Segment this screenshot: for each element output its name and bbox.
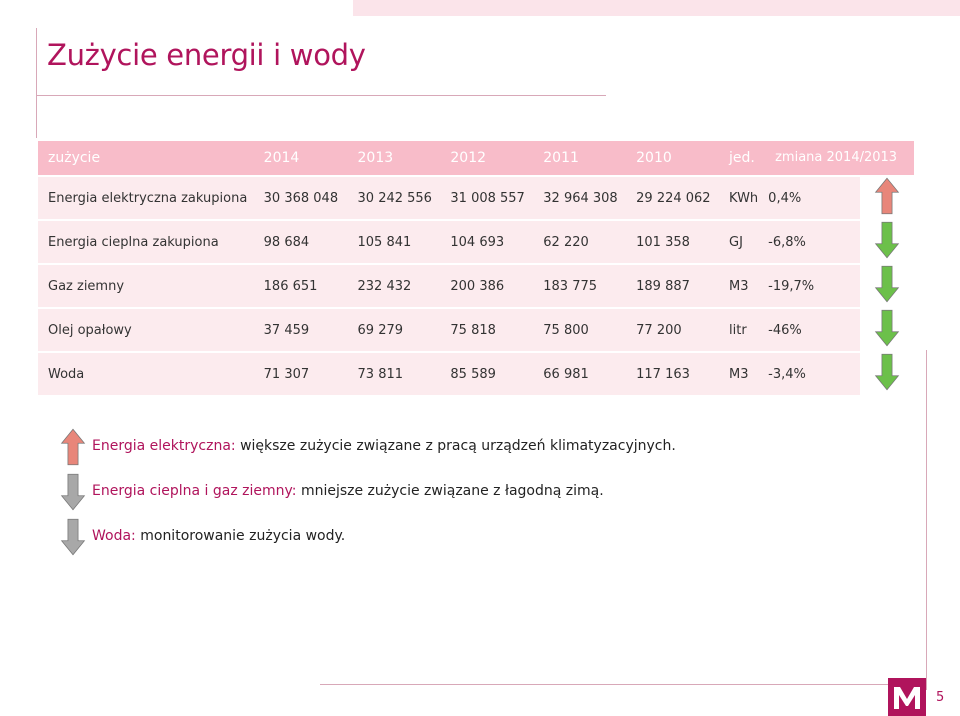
header-cell: jed.	[719, 141, 758, 175]
down-arrow-icon	[874, 309, 900, 347]
up-arrow-icon	[874, 177, 900, 215]
legend-text	[92, 528, 345, 544]
value-cell: 200 386	[440, 265, 533, 307]
table-body	[38, 177, 914, 395]
legend-key: Energia cieplna i gaz ziemny:	[92, 483, 297, 499]
header-cell: 2013	[348, 141, 441, 175]
trend-cell	[860, 177, 914, 219]
value-cell: 85 589	[440, 353, 533, 395]
value-cell: 29 224 062	[626, 177, 719, 219]
header-cell: 2011	[533, 141, 626, 175]
trend-cell	[860, 265, 914, 307]
value-cell: 66 981	[533, 353, 626, 395]
change-cell: -3,4%	[758, 353, 860, 395]
header-cell: 2014	[254, 141, 348, 175]
right-decor-line	[926, 350, 927, 690]
down-arrow-icon	[60, 473, 86, 511]
row-label: Olej opałowy	[38, 309, 254, 351]
trend-cell	[860, 309, 914, 351]
legend-description: monitorowanie zużycia wody.	[140, 528, 346, 544]
down-arrow-icon	[874, 265, 900, 303]
value-cell: 30 368 048	[254, 177, 348, 219]
trend-cell	[860, 353, 914, 395]
header-cell: zmiana 2014/2013	[758, 141, 914, 175]
value-cell: 101 358	[626, 221, 719, 263]
unit-cell: litr	[719, 309, 758, 351]
row-label: Gaz ziemny	[38, 265, 254, 307]
legend-text	[92, 483, 604, 499]
unit-cell: M3	[719, 265, 758, 307]
table-header-row	[38, 141, 914, 175]
bottom-decor-line	[320, 684, 888, 685]
title-underline	[36, 95, 606, 96]
value-cell: 62 220	[533, 221, 626, 263]
change-cell: 0,4%	[758, 177, 860, 219]
legend-description: większe zużycie związane z pracą urządzeń klimatyzacyjnych.	[240, 438, 676, 454]
trend-cell	[860, 221, 914, 263]
row-label: Woda	[38, 353, 254, 395]
down-arrow-icon	[874, 221, 900, 259]
row-label: Energia cieplna zakupiona	[38, 221, 254, 263]
down-arrow-icon	[60, 518, 86, 556]
legend-key: Woda:	[92, 528, 136, 544]
unit-cell: KWh	[719, 177, 758, 219]
table-row	[38, 309, 914, 351]
value-cell: 69 279	[348, 309, 441, 351]
value-cell: 30 242 556	[348, 177, 441, 219]
legend-description: mniejsze zużycie związane z łagodną zimą.	[300, 483, 604, 499]
consumption-table	[38, 139, 914, 397]
page-number: 5	[936, 690, 945, 705]
value-cell: 37 459	[254, 309, 348, 351]
value-cell: 105 841	[348, 221, 441, 263]
value-cell: 186 651	[254, 265, 348, 307]
value-cell: 104 693	[440, 221, 533, 263]
value-cell: 31 008 557	[440, 177, 533, 219]
value-cell: 189 887	[626, 265, 719, 307]
logo	[888, 678, 926, 716]
legend-key: Energia elektryczna:	[92, 438, 236, 454]
top-accent-bar	[353, 0, 960, 16]
down-arrow-icon	[874, 353, 900, 391]
table-row	[38, 353, 914, 395]
header-cell: 2012	[440, 141, 533, 175]
value-cell: 75 800	[533, 309, 626, 351]
slide-title: Zużycie energii i wody	[47, 38, 366, 72]
value-cell: 117 163	[626, 353, 719, 395]
value-cell: 77 200	[626, 309, 719, 351]
value-cell: 98 684	[254, 221, 348, 263]
left-decor-line	[36, 28, 37, 138]
header-cell: 2010	[626, 141, 719, 175]
table-row	[38, 265, 914, 307]
change-cell: -46%	[758, 309, 860, 351]
unit-cell: GJ	[719, 221, 758, 263]
change-cell: -19,7%	[758, 265, 860, 307]
header-cell: zużycie	[38, 141, 254, 175]
table-row	[38, 177, 914, 219]
legend-text	[92, 438, 676, 454]
table-row	[38, 221, 914, 263]
value-cell: 232 432	[348, 265, 441, 307]
value-cell: 71 307	[254, 353, 348, 395]
value-cell: 183 775	[533, 265, 626, 307]
value-cell: 75 818	[440, 309, 533, 351]
up-arrow-icon	[60, 428, 86, 466]
value-cell: 32 964 308	[533, 177, 626, 219]
unit-cell: M3	[719, 353, 758, 395]
value-cell: 73 811	[348, 353, 441, 395]
change-cell: -6,8%	[758, 221, 860, 263]
row-label: Energia elektryczna zakupiona	[38, 177, 254, 219]
